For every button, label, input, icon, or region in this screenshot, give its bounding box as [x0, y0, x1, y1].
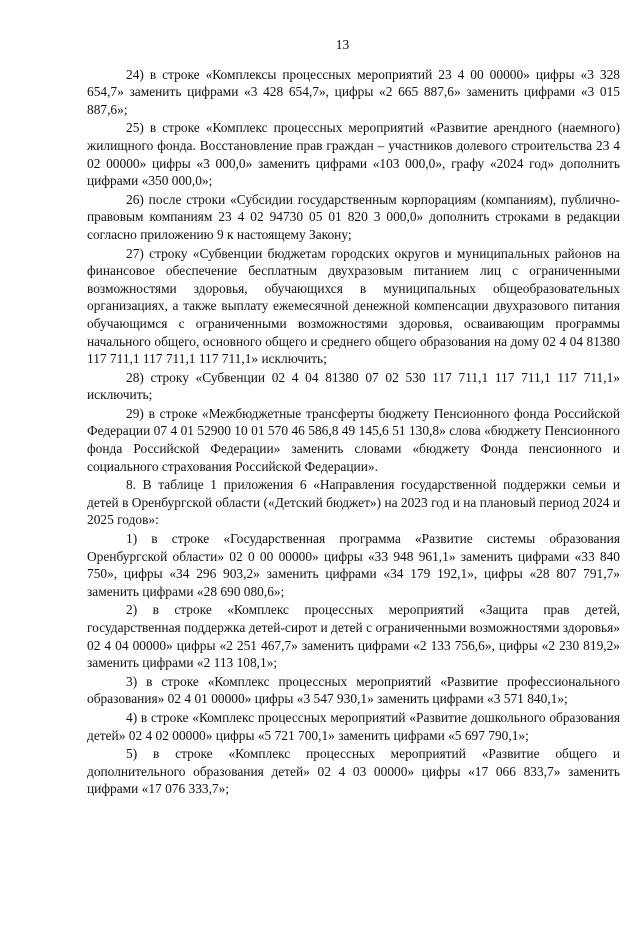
- page-number: 13: [335, 37, 350, 52]
- paragraph-sub-4: 4) в строке «Комплекс процессных мероприятий «Развитие дошкольного образования детей» 02 4 02 00000» цифры «5 721 700,1» заменить цифрами «5 697 790,1»;: [87, 709, 620, 743]
- paragraph-sub-1: 1) в строке «Государственная программа «Развитие системы образования Оренбургской области» 02 0 00 00000» цифры «33 948 961,1» заменить цифрами «33 840 750», цифры «34 296 903,2» заменить цифрами «34 179 192,1», цифры «28 807 791,7» заменить цифрами «28 690 080,6»;: [87, 531, 620, 599]
- paragraph-section-8: 8. В таблице 1 приложения 6 «Направления государственной поддержки семьи и детей в Оренбургской области («Детский бюджет») на 2023 год и на плановый период 2024 и 2025 годов»:: [87, 477, 620, 528]
- paragraph-item-27: 27) строку «Субвенции бюджетам городских округов и муниципальных районов на финансовое обеспечение бесплатным двухразовым питанием лиц с ограниченными возможностями здоровья, обучающихся в муниципальных общеобразовательных организациях, а также выплату ежемесячной денежной компенсации двухразового питания обучающимся с ограниченными возможностями здоровья, осваивающим программы начального общего, основного общего и среднего общего образования на дому 02 4 04 81380 117 711,1 117 711,1 117 711,1» исключить;: [87, 245, 620, 367]
- paragraph-item-26: 26) после строки «Субсидии государственным корпорациям (компаниям), публично-правовым компаниям 23 4 02 94730 05 01 820 3 000,0» дополнить строками в редакции согласно приложению 9 к настоящему Закону;: [87, 191, 620, 242]
- paragraph-sub-3: 3) в строке «Комплекс процессных мероприятий «Развитие профессионального образования» 02 4 01 00000» цифры «3 547 930,1» заменить цифрами «3 571 840,1»;: [87, 673, 620, 707]
- paragraph-item-24: 24) в строке «Комплексы процессных мероприятий 23 4 00 00000» цифры «3 328 654,7» заменить цифрами «3 428 654,7», цифры «2 665 887,6» заменить цифрами «3 015 887,6»;: [87, 66, 620, 117]
- paragraph-item-28: 28) строку «Субвенции 02 4 04 81380 07 02 530 117 711,1 117 711,1 117 711,1» исключить;: [87, 369, 620, 403]
- paragraph-item-29: 29) в строке «Межбюджетные трансферты бюджету Пенсионного фонда Российской Федерации 07 4 01 52900 10 01 570 46 586,8 49 145,6 51 130,8» слова «бюджету Пенсионного фонда Российской Федерации» заменить словами «бюджету Фонда пенсионного и социального страхования Российской Федерации».: [87, 405, 620, 474]
- paragraph-item-25: 25) в строке «Комплекс процессных мероприятий «Развитие арендного (наемного) жилищного фонда. Восстановление прав граждан – участников долевого строительства 23 4 02 00000» цифры «3 000,0» заменить цифрами «103 000,0», графу «2024 год» дополнить цифрами «350 000,0»;: [87, 120, 620, 189]
- paragraph-sub-5: 5) в строке «Комплекс процессных мероприятий «Развитие общего и дополнительного образования детей» 02 4 03 00000» цифры «17 066 833,7» заменить цифрами «17 076 333,7»;: [87, 746, 620, 797]
- paragraph-sub-2: 2) в строке «Комплекс процессных мероприятий «Защита прав детей, государственная поддержка детей-сирот и детей с ограниченными возможностями здоровья» 02 4 04 00000» цифры «2 251 467,7» заменить цифрами «2 133 756,6», цифры «2 230 819,2» заменить цифрами «2 113 108,1»;: [87, 602, 620, 671]
